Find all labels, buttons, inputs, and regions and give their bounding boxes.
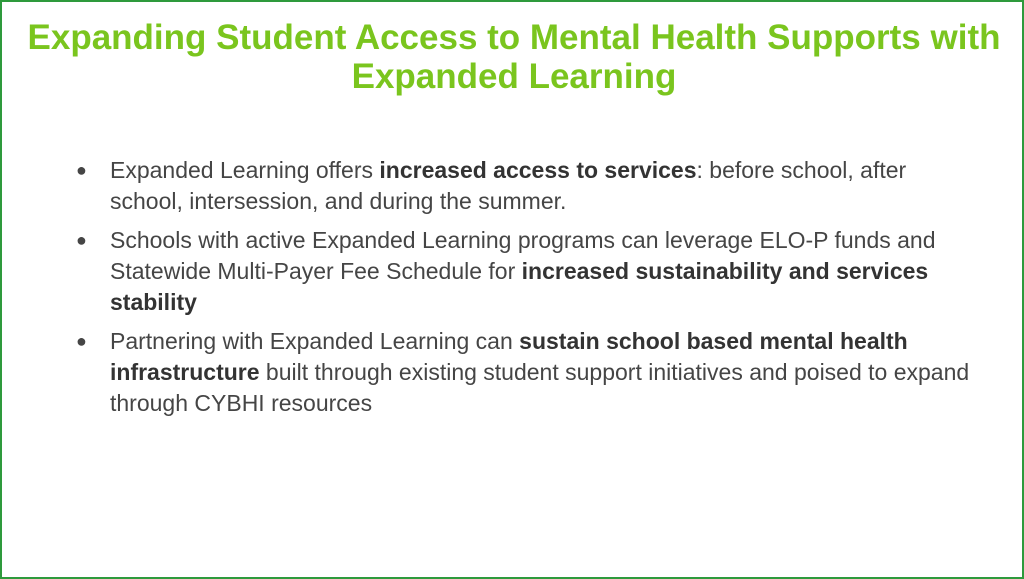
- bullet-list: [72, 155, 972, 427]
- bullet-dot-icon: ●: [76, 160, 87, 180]
- bullet-item-access: [72, 155, 972, 217]
- bullet-dot-icon: ●: [76, 331, 87, 351]
- bullet-text: : before school, after school, intersession, and during the summer.: [110, 157, 907, 214]
- bullet-text: built through existing student support initiatives and poised to expand through CYBHI resources: [110, 359, 970, 416]
- bullet-text: Schools with active Expanded Learning programs can leverage ELO-P funds and Statewide Multi-Payer Fee Schedule for: [110, 227, 936, 284]
- slide-title: Expanding Student Access to Mental Health Supports with Expanded Learning: [27, 18, 1001, 96]
- bullet-item-infrastructure: [72, 326, 972, 419]
- bullet-emphasis: increased access to services: [379, 157, 697, 183]
- bullet-dot-icon: ●: [76, 230, 87, 250]
- bullet-text: Expanded Learning offers: [110, 157, 380, 183]
- bullet-emphasis: increased sustainability and services stability: [110, 258, 929, 315]
- bullet-item-sustainability: [72, 225, 972, 318]
- bullet-emphasis: sustain school based mental health infrastructure: [110, 328, 908, 385]
- bullet-text: Partnering with Expanded Learning can: [110, 328, 520, 354]
